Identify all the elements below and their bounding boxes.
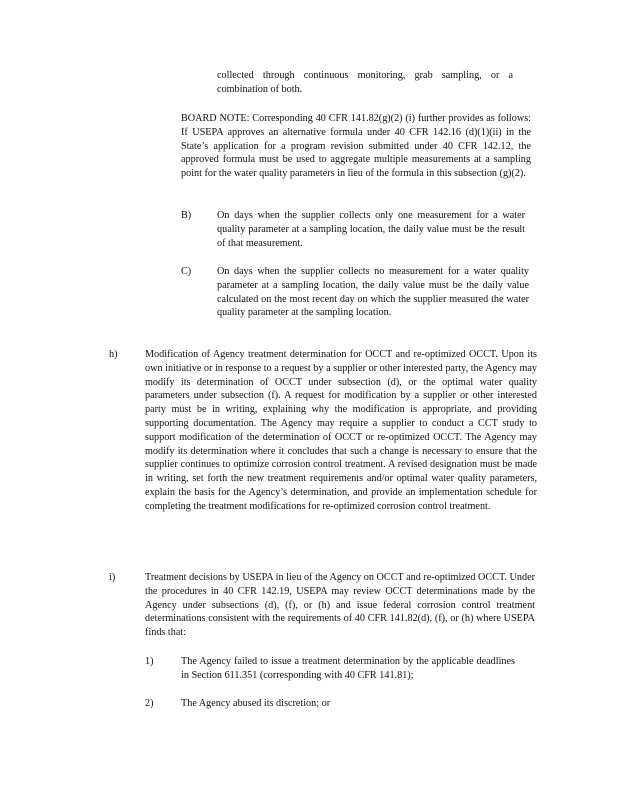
continuation-paragraph: collected through continuous monitoring, grab sampling, or a combination of both. xyxy=(217,70,513,95)
item-i-label: i) xyxy=(109,572,116,583)
item-i2-text: The Agency abused its discretion; or xyxy=(181,698,331,709)
item-h-text: Modification of Agency treatment determination for OCCT and re-optimized OCCT. Upon its own initiative or in response to a request by a supplier or other interested party, the Agency may modify its determination of OCCT under subsection (d), or the optimal water quality parameters under subsection (f). A request for modification by a supplier or other interested party must be in writing, explaining why the modification is appropriate, and providing supporting documentation. The Agency may require a supplier to conduct a CCT study to support modification of the determination of OCCT or re-optimized OCCT. The Agency may modify its determination where it concludes that such a change is necessary to ensure that the supplier continues to optimize corrosion control treatment. A revised designation must be made in writing, set forth the new treatment requirements and/or optimal water quality parameters, explain the basis for the Agency’s determination, and provide an implementation schedule for completing the treatment modifications for re-optimized corrosion control treatment. xyxy=(145,349,537,512)
item-i2-label: 2) xyxy=(145,698,154,709)
item-h-label: h) xyxy=(109,349,118,360)
item-c-text: On days when the supplier collects no measurement for a water quality parameter at a sampling location, the daily value must be the daily value calculated on the most recent day on which the supplier measured the water quality parameter at the sampling location. xyxy=(217,266,529,319)
item-i1-text: The Agency failed to issue a treatment determination by the applicable deadlines in Section 611.351 (corresponding with 40 CFR 141.81); xyxy=(181,656,515,681)
item-c-label: C) xyxy=(181,266,192,277)
board-note: BOARD NOTE: Corresponding 40 CFR 141.82(g)(2) (i) further provides as follows: If USEPA approves an alternative formula under 40 CFR 142.16 (d)(1)(ii) in the State’s application for a program revision submitted under 40 CFR 142.12, the approved formula must be used to aggregate multiple measurements at a sampling point for the water quality parameters in lieu of the formula in this subsection (g)(2). xyxy=(181,113,531,180)
item-i-text: Treatment decisions by USEPA in lieu of the Agency on OCCT and re-optimized OCCT. Under the procedures in 40 CFR 142.19, USEPA may review OCCT determinations made by the Agency under subsections (d), (f), or (h) and issue federal corrosion control treatment determinations consistent with the requirements of 40 CFR 141.82(d), (f), or (h) where USEPA finds that: xyxy=(145,572,535,639)
item-b-label: B) xyxy=(181,210,192,221)
item-i1-label: 1) xyxy=(145,656,154,667)
item-b-text: On days when the supplier collects only one measurement for a water quality parameter at a sampling location, the daily value must be the result of that measurement. xyxy=(217,210,525,249)
